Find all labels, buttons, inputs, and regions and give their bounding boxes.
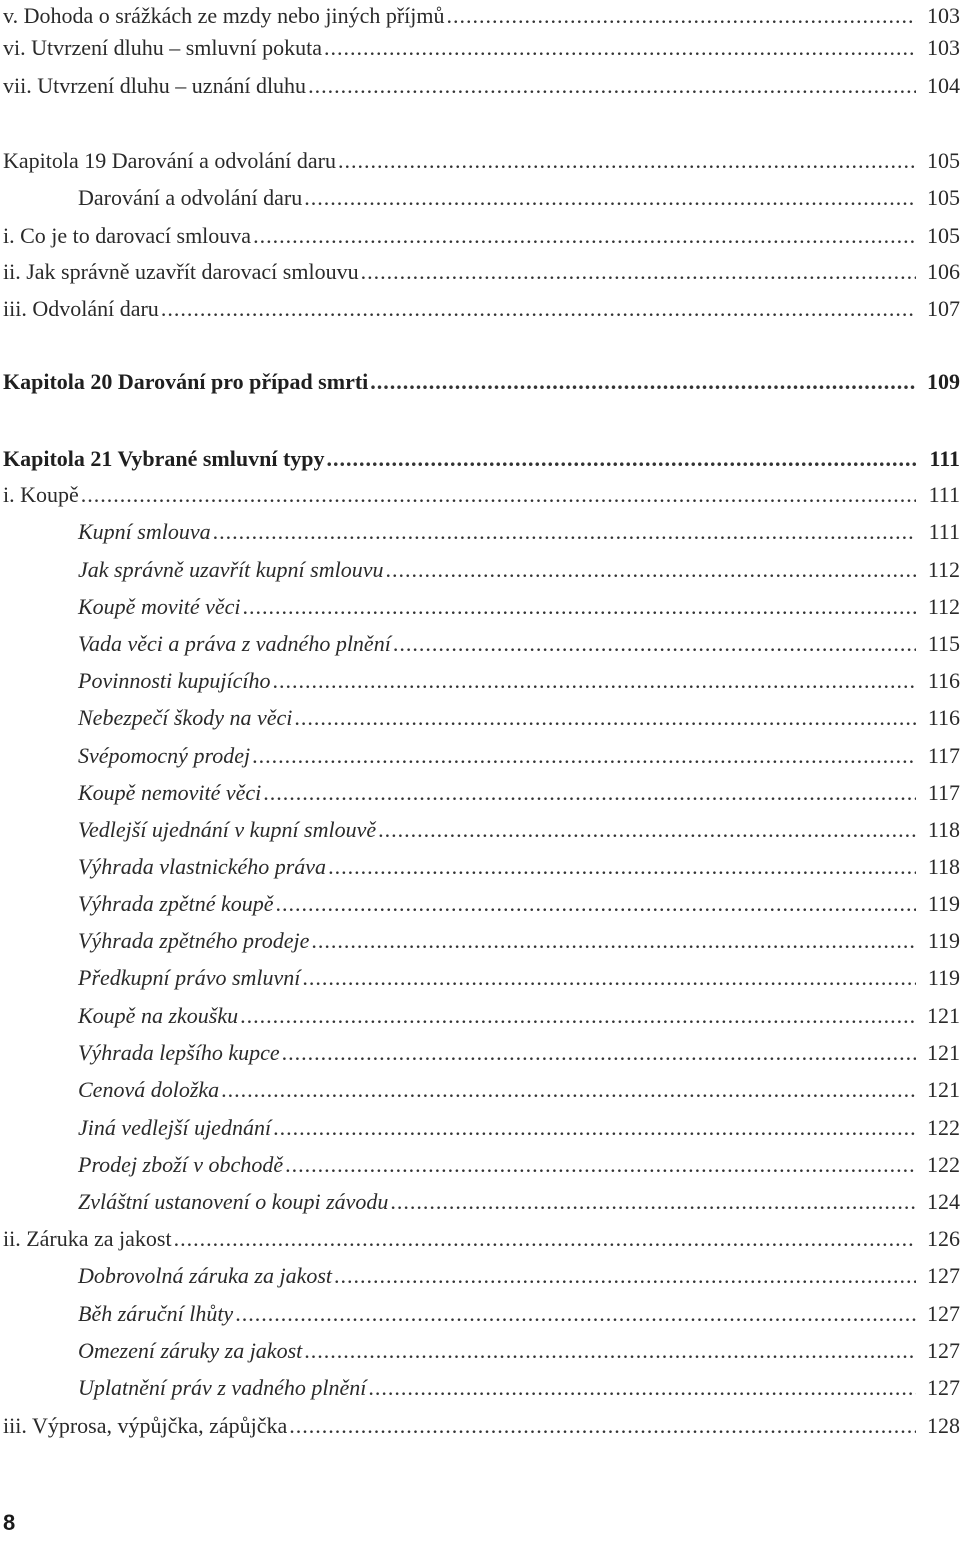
toc-leader-dots [161,293,916,325]
toc-entry [0,220,960,252]
toc-entry-page: 126 [927,1226,960,1251]
toc-entry [0,888,960,920]
toc-leader-dots [324,32,916,64]
toc-entry-page: 105 [927,185,960,210]
toc-entry [0,702,960,734]
toc-entry-page: 117 [927,743,960,768]
toc-entry-title: Vedlejší ujednání v kupní smlouvě [78,817,377,842]
toc-entry-title: Výhrada zpětné koupě [78,891,274,916]
toc-entry-page: 122 [927,1152,960,1177]
toc-entry-title: ii. Záruka za jakost [3,1226,172,1251]
toc-leader-dots [304,182,916,214]
toc-entry-title: Výhrada vlastnického práva [78,854,327,879]
toc-leader-dots [334,1260,916,1292]
toc-entry [0,1335,960,1367]
toc-entry-title: iii. Výprosa, výpůjčka, zápůjčka [3,1413,288,1438]
toc-entry-page: 111 [928,482,960,507]
toc-leader-dots [289,1410,916,1442]
toc-entry-page: 112 [927,557,960,582]
toc-entry-title: Koupě movité věci [78,594,241,619]
toc-entry-title: Cenová doložka [78,1077,220,1102]
toc-entry-title: Kapitola 21 Vybrané smluvní typy [3,446,325,471]
toc-entry-title: v. Dohoda o srážkách ze mzdy nebo jiných příjmů [3,3,445,28]
toc-leader-dots [393,628,916,660]
toc-entry [0,1112,960,1144]
toc-entry [0,628,960,660]
toc-entry-page: 112 [927,594,960,619]
toc-entry [0,366,960,398]
toc-entry [0,256,960,288]
toc-leader-dots [304,1335,916,1367]
toc-entry [0,443,960,475]
toc-leader-dots [213,516,916,548]
toc-entry [0,665,960,697]
toc-entry [0,516,960,548]
toc-entry-title: ii. Jak správně uzavřít darovací smlouvu [3,259,359,284]
toc-entry [0,1074,960,1106]
toc-entry-page: 119 [927,891,960,916]
toc-entry-page: 119 [927,928,960,953]
toc-leader-dots [235,1298,916,1330]
toc-entry-page: 121 [927,1077,960,1102]
toc-entry-page: 121 [927,1040,960,1065]
toc-entry [0,182,960,214]
toc-entry-page: 103 [927,35,960,60]
toc-leader-dots [302,962,916,994]
toc-entry-page: 122 [927,1115,960,1140]
toc-leader-dots [308,70,916,102]
toc-entry [0,777,960,809]
toc-leader-dots [361,256,916,288]
toc-entry-page: 111 [928,519,960,544]
toc-entry [0,1037,960,1069]
toc-entry [0,1410,960,1442]
toc-leader-dots [390,1186,916,1218]
page-number: 8 [3,1510,16,1535]
toc-entry-title: Uplatnění práv z vadného plnění [78,1375,367,1400]
toc-entry-page: 111 [929,446,960,471]
toc-entry [0,1260,960,1292]
toc-entry-title: Svépomocný prodej [78,743,251,768]
toc-entry-title: Vada věci a práva z vadného plnění [78,631,391,656]
toc-entry [0,554,960,586]
toc-entry-page: 117 [927,780,960,805]
toc-entry-title: iii. Odvolání daru [3,296,159,321]
toc-leader-dots [263,777,916,809]
toc-entry [0,814,960,846]
toc-entry-title: Darování a odvolání daru [78,185,303,210]
toc-leader-dots [327,443,916,475]
toc-entry [0,1000,960,1032]
toc-entry-page: 107 [927,296,960,321]
toc-leader-dots [311,925,916,957]
toc-entry-page: 105 [927,148,960,173]
toc-leader-dots [294,702,916,734]
toc-entry-title: vi. Utvrzení dluhu – smluvní pokuta [3,35,322,60]
toc-entry-title: Kapitola 19 Darování a odvolání daru [3,148,336,173]
toc-entry-title: vii. Utvrzení dluhu – uznání dluhu [3,73,307,98]
toc-leader-dots [378,814,916,846]
toc-entry [0,1223,960,1255]
toc-entry-page: 115 [927,631,960,656]
toc-entry-title: i. Koupě [3,482,79,507]
toc-leader-dots [370,366,916,398]
toc-entry-title: Jiná vedlejší ujednání [78,1115,272,1140]
toc-entry-page: 104 [927,73,960,98]
toc-entry [0,1186,960,1218]
toc-entry-title: Výhrada zpětného prodeje [78,928,310,953]
toc-entry-page: 127 [927,1338,960,1363]
toc-entry-title: Prodej zboží v obchodě [78,1152,284,1177]
toc-entry-title: Výhrada lepšího kupce [78,1040,280,1065]
toc-entry-page: 103 [927,3,960,28]
toc-entry-title: i. Co je to darovací smlouva [3,223,252,248]
toc-entry [0,145,960,177]
toc-leader-dots [272,665,916,697]
toc-entry-title: Zvláštní ustanovení o koupi závodu [78,1189,389,1214]
toc-entry-title: Nebezpečí škody na věci [78,705,293,730]
toc-entry [0,293,960,325]
toc-entry-title: Jak správně uzavřít kupní smlouvu [78,557,384,582]
toc-entry-title: Předkupní právo smluvní [78,965,301,990]
toc-leader-dots [368,1372,916,1404]
toc-entry-page: 116 [927,705,960,730]
toc-leader-dots [81,479,916,511]
toc-entry-title: Omezení záruky za jakost [78,1338,303,1363]
toc-entry-page: 116 [927,668,960,693]
toc-leader-dots [386,554,917,586]
toc-entry [0,1372,960,1404]
toc-entry-title: Kapitola 20 Darování pro případ smrti [3,369,369,394]
toc-entry [0,591,960,623]
toc-leader-dots [221,1074,916,1106]
toc-entry-page: 127 [927,1263,960,1288]
toc-entry-title: Koupě nemovité věci [78,780,262,805]
toc-entry-page: 127 [927,1301,960,1326]
toc-entry-title: Koupě na zkoušku [78,1003,239,1028]
toc-entry-page: 105 [927,223,960,248]
toc-entry [0,851,960,883]
toc-leader-dots [447,0,917,32]
toc-entry [0,1298,960,1330]
toc-entry-page: 121 [927,1003,960,1028]
toc-leader-dots [253,220,916,252]
toc-entry-page: 118 [927,854,960,879]
toc-entry-page: 118 [927,817,960,842]
toc-entry [0,925,960,957]
toc-leader-dots [328,851,916,883]
toc-leader-dots [276,888,917,920]
toc-entry-title: Běh záruční lhůty [78,1301,234,1326]
toc-entry [0,0,960,32]
toc-entry [0,740,960,772]
toc-entry-page: 106 [927,259,960,284]
toc-entry-page: 128 [927,1413,960,1438]
toc-leader-dots [243,591,917,623]
toc-leader-dots [252,740,916,772]
toc-entry [0,70,960,102]
toc-leader-dots [282,1037,916,1069]
toc-entry-page: 124 [927,1189,960,1214]
toc-leader-dots [174,1223,916,1255]
toc-leader-dots [240,1000,916,1032]
toc-entry [0,962,960,994]
toc-entry [0,1149,960,1181]
toc-leader-dots [273,1112,916,1144]
toc-entry-title: Dobrovolná záruka za jakost [78,1263,333,1288]
toc-entry [0,479,960,511]
toc-leader-dots [338,145,916,177]
toc-entry-page: 127 [927,1375,960,1400]
toc-entry-page: 109 [927,369,960,394]
toc-entry-title: Povinnosti kupujícího [78,668,271,693]
toc-entry-page: 119 [927,965,960,990]
toc-entry [0,32,960,64]
toc-leader-dots [285,1149,916,1181]
toc-entry-title: Kupní smlouva [78,519,211,544]
